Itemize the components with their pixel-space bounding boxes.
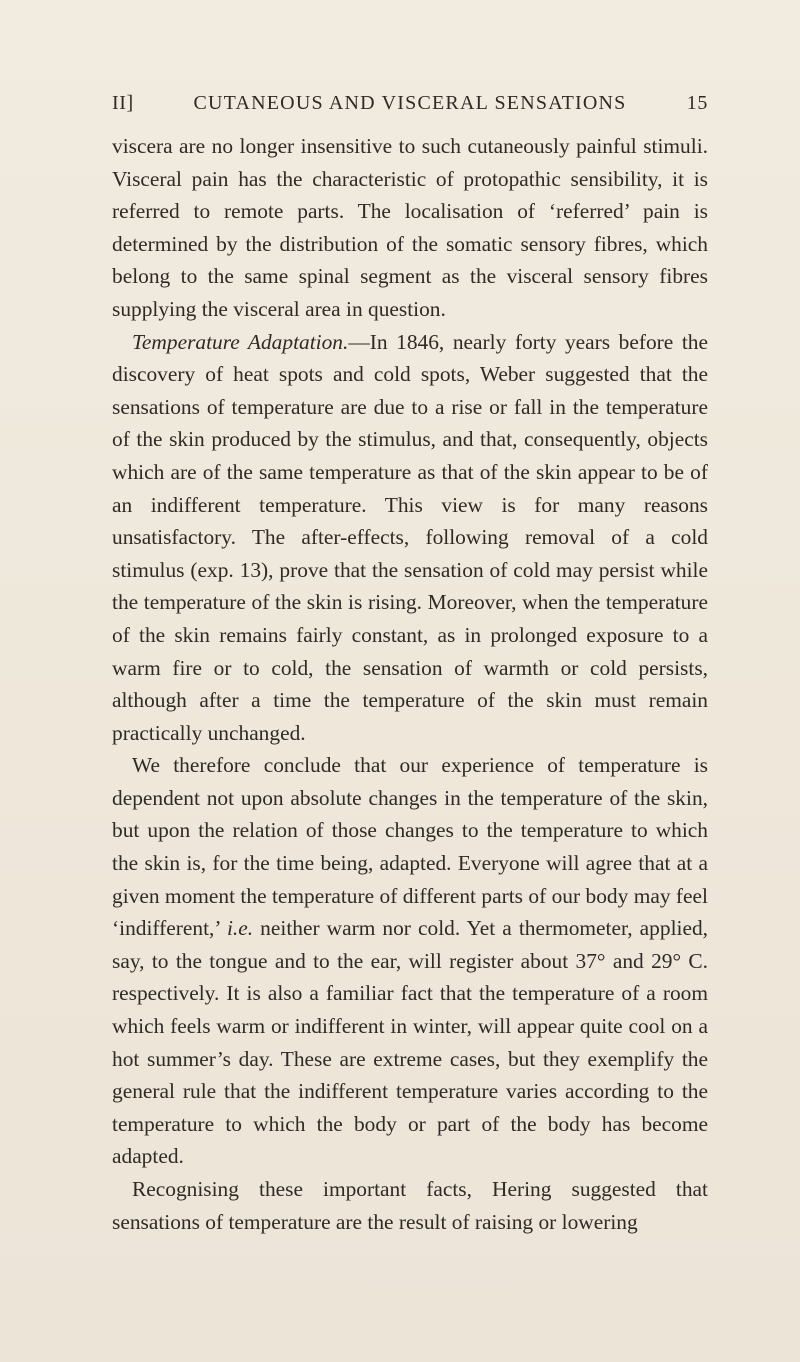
section-heading: Temperature Adaptation.: [132, 329, 349, 354]
paragraph-text: —In 1846, nearly forty years before the discovery of heat spots and cold spots, Weber suggested that the sensations of temperature are due to a rise or fall in the temperature of the skin produced by the stimulus, and that, consequently, objects which are of the same temperature as that of the skin appear to be of an indifferent temperature. This view is for many reasons unsatisfactory. The after-effects, following removal of a cold stimulus (exp. 13), prove that the sensation of cold may persist while the temperature of the skin is rising. Moreover, when the temperature of the skin remains fairly constant, as in prolonged exposure to a warm fire or to cold, the sensation of warmth or cold persists, although after a time the temperature of the skin must remain practically unchanged.: [112, 329, 708, 745]
body-text: [112, 130, 708, 1238]
paragraph-hering: Recognising these important facts, Hering suggested that sensations of temperature are the result of raising or lowering: [112, 1177, 708, 1234]
running-title: CUTANEOUS AND VISCERAL SENSATIONS: [193, 92, 627, 114]
paragraph-text: We therefore conclude that our experience of temperature is dependent not upon absolute changes in the temperature of the skin, but upon the relation of those changes to the temperature to which the skin is, for the time being, adapted. Everyone will agree that at a given moment the temperature of different parts of our body may feel ‘indifferent,’: [112, 753, 708, 941]
page-number: 15: [686, 92, 708, 114]
abbreviation-ie: i.e.: [226, 916, 254, 941]
chapter-number: II]: [112, 92, 134, 114]
running-header: [112, 92, 708, 122]
paragraph-text: neither warm nor cold. Yet a thermometer, applied, say, to the tongue and to the ear, will register about 37° and 29° C. respectively. It is also a familiar fact that the temperature of a room which feels warm or indifferent in winter, will appear quite cool on a hot summer’s day. These are extreme cases, but they exemplify the general rule that the indifferent temperature varies according to the temperature to which the body or part of the body has become adapted.: [112, 916, 708, 1169]
paragraph-visceral-pain: viscera are no longer insensitive to such cutaneously painful stimuli. Visceral pain has the characteristic of protopathic sensibility, it is referred to remote parts. The localisation of ‘referred’ pain is determined by the distribution of the somatic sensory fibres, which belong to the same spinal segment as the visceral sensory fibres supplying the visceral area in question.: [112, 134, 708, 321]
paragraph-temperature-adaptation: [112, 326, 708, 750]
paragraph-conclusion: [112, 749, 708, 1173]
